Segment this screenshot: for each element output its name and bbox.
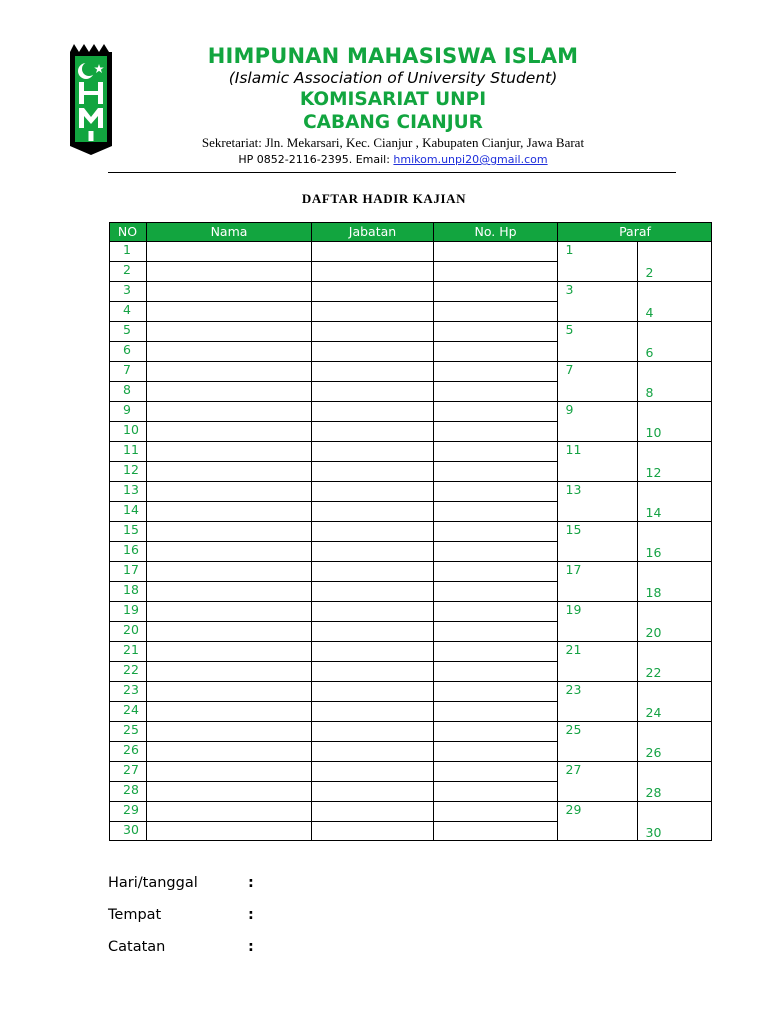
paraf-number-right: 28 [645,785,662,800]
paraf-number-left: 3 [565,282,574,297]
row-number: 2 [123,262,131,277]
table-grid-lines [109,222,712,841]
document-title: DAFTAR HADIR KAJIAN [301,191,467,206]
paraf-number-right: 22 [645,665,662,680]
row-number: 14 [123,502,139,517]
paraf-number-right: 8 [645,385,654,400]
field-colon: : [248,939,254,955]
row-number: 13 [123,482,139,497]
row-number: 5 [123,322,131,337]
phone-text: HP 0852-2116-2395. Email: [238,153,394,166]
row-number: 27 [123,762,139,777]
field-label: Tempat [108,907,162,923]
paraf-number-right: 30 [645,825,662,840]
row-number: 15 [123,522,139,537]
email-link[interactable]: hmikom.unpi20@gmail.com [393,153,548,166]
org-subtitle: (Islamic Association of University Student) [228,69,558,87]
row-number: 23 [123,682,139,697]
org-name: HIMPUNAN MAHASISWA ISLAM [207,44,579,68]
paraf-number-left: 15 [565,522,582,537]
row-number: 29 [123,802,139,817]
paraf-number-left: 1 [565,242,574,257]
contact-line [110,153,676,166]
paraf-number-right: 10 [645,425,662,440]
row-number: 4 [123,302,131,317]
paraf-number-left: 23 [565,682,582,697]
paraf-number-left: 27 [565,762,582,777]
hmi-logo [68,42,114,156]
row-number: 11 [123,442,139,457]
paraf-number-left: 19 [565,602,582,617]
column-header-jabatan: Jabatan [348,224,397,239]
secretariat-address: Sekretariat: Jln. Mekarsari, Kec. Cianjur , Kabupaten Cianjur, Jawa Barat [201,135,585,150]
table-border [110,223,712,841]
row-number: 18 [123,582,139,597]
field-label: Catatan [108,939,166,955]
header-divider [108,172,676,173]
komisariat-title: KOMISARIAT UNPI [299,89,487,110]
paraf-number-left: 17 [565,562,582,577]
column-header-no: NO [117,224,138,239]
row-number: 28 [123,782,139,797]
paraf-number-right: 6 [645,345,654,360]
row-number: 25 [123,722,139,737]
paraf-number-left: 11 [565,442,582,457]
paraf-number-right: 18 [645,585,662,600]
paraf-number-right: 2 [645,265,654,280]
cabang-title: CABANG CIANJUR [303,112,483,133]
field-colon: : [248,875,254,891]
row-number: 10 [123,422,139,437]
row-number: 19 [123,602,139,617]
column-header-paraf: Paraf [619,224,651,239]
attendance-table [109,222,712,841]
paraf-number-left: 13 [565,482,582,497]
paraf-number-left: 21 [565,642,582,657]
paraf-number-right: 26 [645,745,662,760]
paraf-number-left: 29 [565,802,582,817]
row-number: 22 [123,662,139,677]
field-label: Hari/tanggal [108,875,198,891]
row-number: 3 [123,282,131,297]
row-number: 16 [123,542,139,557]
field-colon: : [248,907,254,923]
paraf-number-left: 7 [565,362,574,377]
row-number: 6 [123,342,131,357]
row-number: 8 [123,382,131,397]
row-number: 12 [123,462,139,477]
paraf-number-left: 5 [565,322,574,337]
row-number: 26 [123,742,139,757]
row-number: 7 [123,362,131,377]
paraf-number-left: 25 [565,722,582,737]
paraf-number-right: 20 [645,625,662,640]
row-number: 21 [123,642,139,657]
column-header-nama: Nama [210,224,248,239]
paraf-number-right: 4 [645,305,654,320]
column-header-no-hp: No. Hp [474,224,517,239]
row-number: 20 [123,622,139,637]
row-number: 24 [123,702,139,717]
row-number: 17 [123,562,139,577]
paraf-number-right: 24 [645,705,662,720]
row-number: 9 [123,402,131,417]
paraf-number-right: 12 [645,465,662,480]
row-number: 30 [123,822,139,837]
paraf-number-right: 14 [645,505,662,520]
row-number: 1 [123,242,131,257]
paraf-number-right: 16 [645,545,662,560]
paraf-number-left: 9 [565,402,574,417]
